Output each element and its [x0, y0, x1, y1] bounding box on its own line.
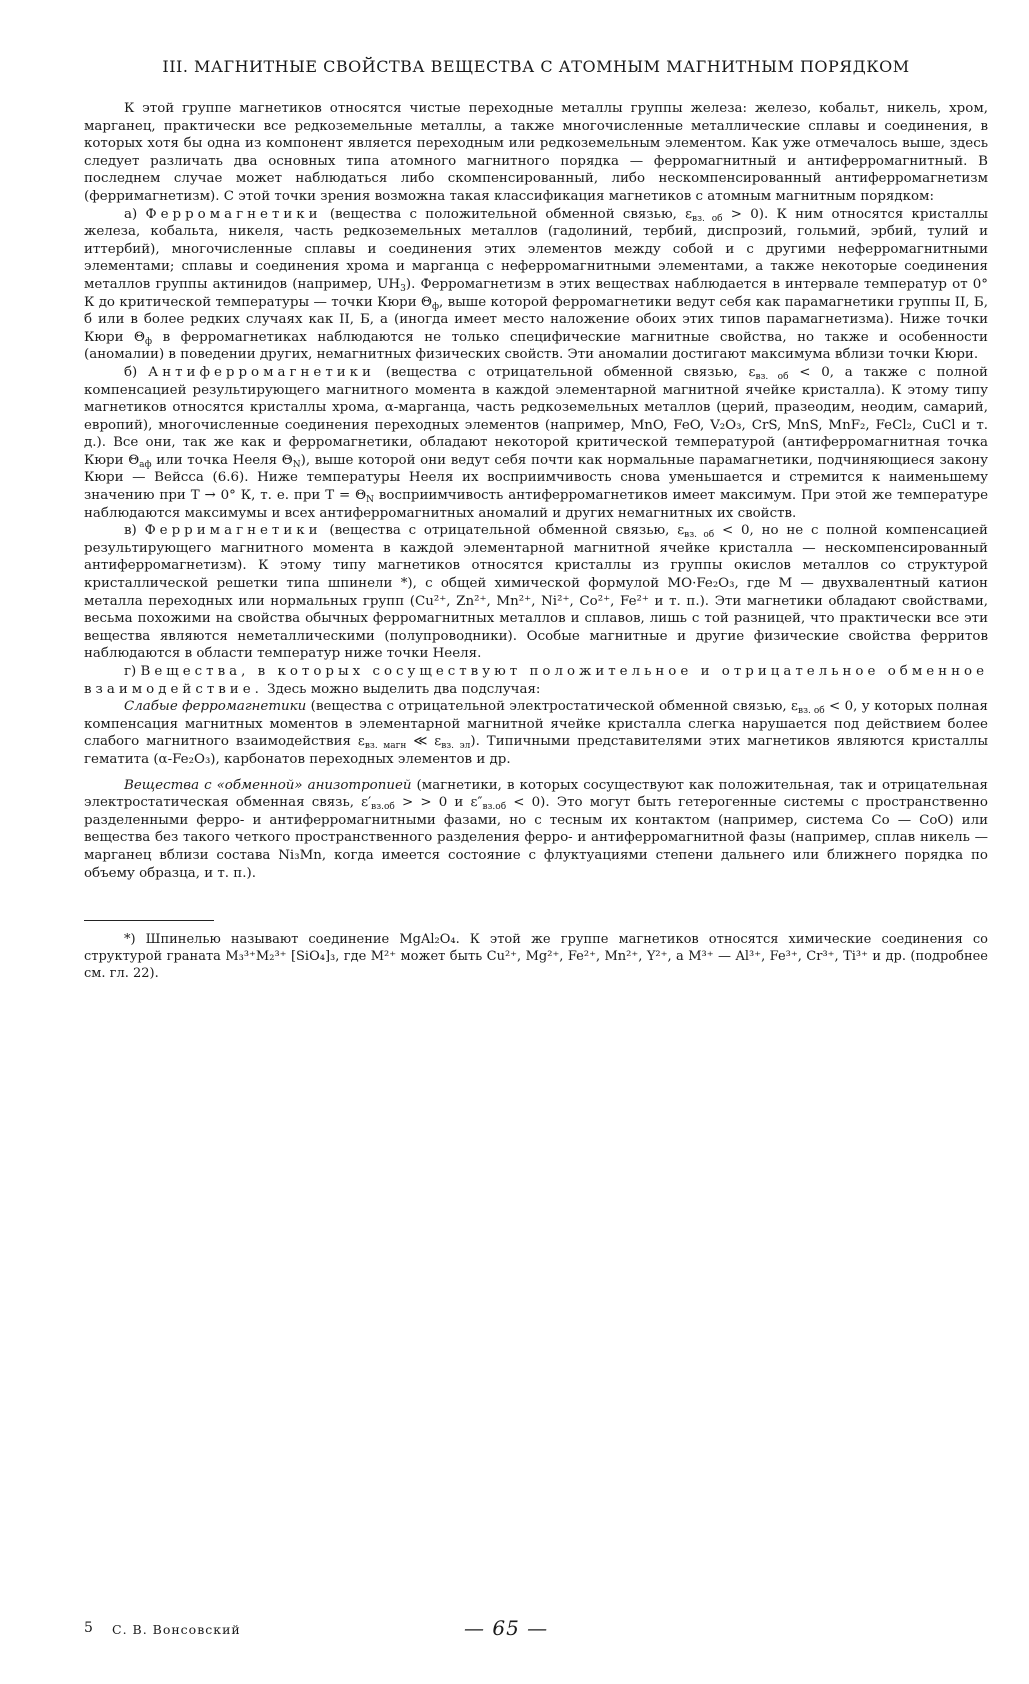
paragraph-antiferromagnets: [84, 364, 988, 522]
paragraph-mixed-exchange: [84, 663, 988, 698]
subscript: вз. эл: [441, 741, 471, 752]
text-fragment: (вещества с отрицательной обменной связью, ε: [329, 523, 685, 539]
term-ferromagnets: Ферромагнетики: [145, 206, 322, 222]
paragraph-ferrimagnets: [84, 522, 988, 663]
text-fragment: < 0, у которых полная компенсация магнитных моментов в элементарной магнитной ячейке кристалла слегка нарушается под действием более слабого магнитного взаимодействия ε: [84, 699, 988, 750]
footnote: *) Шпинелью называют соединение MgAl₂O₄. К этой же группе магнетиков относятся химические соединения со структурой граната M₃³⁺M₂³⁺ [SiO₄]₃, где M²⁺ может быть Cu²⁺, Mg²⁺, Fe²⁺, Mn²⁺, Y²⁺, а M³⁺ — Al³⁺, Fe³⁺, Cr³⁺, Ti³⁺ и др. (подробнее см. гл. 22).: [84, 932, 988, 982]
page-number: — 65 —: [464, 1616, 549, 1640]
subscript: вз. об: [692, 213, 723, 224]
chapter-title: III. МАГНИТНЫЕ СВОЙСТВА ВЕЩЕСТВА С АТОМНЫМ МАГНИТНЫМ ПОРЯДКОМ: [162, 57, 910, 76]
term-exchange-anisotropy: Вещества с «обменной» анизотропией: [124, 777, 412, 793]
subscript: N: [366, 495, 374, 506]
term-antiferromagnets: Антиферромагнетики: [148, 364, 375, 380]
subscript: ф: [431, 301, 440, 312]
text-fragment: > > 0 и ε″: [394, 795, 483, 811]
subscript: ф: [145, 336, 153, 347]
subscript: вз.об: [482, 802, 507, 813]
text-fragment: (вещества с отрицательной электростатической обменной связью, ε: [306, 699, 798, 715]
text-fragment: < 0, но не с полной компенсацией результирующего магнитного момента в каждой элементарной магнитной ячейке кристалла — нескомпенсированный антиферромагнетизм). К этому типу магнетиков относятся кристаллы из группы окислов металлов со структурой кристаллической решетки типа шпинели *), с общей химической формулой MO·Fe₂O₃, где M — двухвалентный катион металла переходных или нормальных групп (Cu²⁺, Zn²⁺, Mn²⁺, Ni²⁺, Co²⁺, Fe²⁺ и т. п.). Эти магнетики обладают свойствами, весьма похожими на свойства обычных ферромагнитных металлов и сплавов, лишь с той разницей, что практически все эти вещества являются неметаллическими (полупроводники). Особые магнитные и другие физические свойства ферритов наблюдаются в области температур ниже точки Нееля.: [84, 523, 988, 662]
footnote-divider: [84, 920, 214, 921]
paragraph-ferromagnets: [84, 206, 988, 364]
text-fragment: > 0). К ним относятся кристаллы железа, кобальта, никеля, часть редкоземельных металлов (гадолиний, тербий, диспрозий, гольмий, эрбий, тулий и иттербий), многочисленные сплавы и соединения этих элементов между собой и с другими неферромагнитными элементами; сплавы и соединения хрома и марганца с неферромагнитными элементами, а также некоторые соединения металлов группы актинидов (например, UH: [84, 206, 988, 292]
text-fragment: (вещества с отрицательной обменной связью, ε: [385, 364, 756, 380]
paragraph-weak-ferromagnets: [84, 698, 988, 768]
text-fragment: , выше которой ферромагнетики ведут себя как парамагнетики группы II, Б, б или в более редких случаях как II, Б, а (иногда имеет место наложение обоих этих типов парамагнетизма). Ниже точки Кюри Θ: [84, 294, 988, 345]
item-label: а): [124, 206, 138, 222]
item-label: г): [124, 664, 137, 679]
text-fragment: или точка Нееля Θ: [151, 452, 293, 468]
text-fragment: в ферромагнетиках наблюдаются не только специфические магнитные свойства, но также и особенности (аномалии) в поведении других, немагнитных физических свойств. Эти аномалии достигают максимума вблизи точки Кюри.: [84, 329, 988, 363]
intro-paragraph: К этой группе магнетиков относятся чистые переходные металлы группы железа: железо, кобальт, никель, хром, марганец, практически все редкоземельные металлы, а также многочисленные металлические сплавы и соединения, в которых хотя бы одна из компонент является переходным или редкоземельным элементом. Как уже отмечалось выше, здесь следует различать два основных типа атомного магнитного порядка — ферромагнитный и антиферромагнитный. В последнем случае может наблюдаться либо скомпенсированный, либо нескомпенсированный антиферромагнетизм (ферримагнетизм). С этой точки зрения возможна такая классификация магнетиков с атомным магнитным порядком:: [84, 101, 988, 204]
item-label: в): [124, 523, 137, 539]
subscript: вз. об: [684, 530, 715, 541]
subscript: вз. об: [755, 371, 789, 382]
term-ferrimagnets: Ферримагнетики: [144, 523, 322, 539]
text-fragment: ). Типичными представителями этих магнетиков являются кристаллы гематита (α-Fe₂O₃), карбонатов переходных элементов и др.: [84, 734, 989, 767]
page-footer: [84, 1616, 988, 1644]
text-fragment: (вещества с положительной обменной связью, ε: [329, 206, 693, 222]
spacer: [84, 769, 988, 777]
term-mixed-exchange: Вещества, в которых сосуществуют положительное и отрицательное обменное взаимодействие.: [84, 664, 988, 697]
page: [84, 44, 988, 1654]
body-text: [84, 100, 988, 882]
signature-author: С. В. Вонсовский: [112, 1622, 241, 1637]
subscript: аф: [139, 459, 152, 470]
text-fragment: Здесь можно выделить два подслучая:: [262, 681, 541, 697]
signature-number: 5: [84, 1620, 93, 1636]
subscript: вз. об: [798, 706, 825, 717]
subscript: 3: [400, 283, 406, 294]
subscript: вз.об: [371, 802, 395, 813]
text-fragment: ), выше которой они ведут себя почти как нормальные парамагнетики, подчиняющиеся закону Кюри — Вейсса (6.6). Ниже температуры Нееля их восприимчивость снова уменьшается и стремится к наименьшему значению при T → 0° К, т. е. при T = Θ: [84, 452, 988, 504]
text-fragment: ). Ферромагнетизм в этих веществах наблюдается в интервале температур от 0° К до критической температуры — точки Кюри Θ: [84, 276, 988, 310]
text-fragment: (магнетики, в которых сосуществуют как положительная, так и отрицательная электростатическая обменная связь, ε′: [84, 777, 988, 811]
subscript: N: [292, 459, 301, 470]
text-fragment: восприимчивость антиферромагнетиков имеет максимум. При этой же температуре наблюдаются максимумы и всех антиферромагнитных аномалий и других немагнитных их свойств.: [84, 488, 988, 521]
text-fragment: < 0, а также с полной компенсацией результирующего магнитного момента в каждой элементарной магнитной ячейке кристалла). К этому типу магнетиков относятся кристаллы хрома, α-марганца, часть редкоземельных металлов (церий, празеодим, неодим, самарий, европий), многочисленные соединения переходных элементов (например, MnO, FeO, V₂O₃, CrS, MnS, MnF₂, FeCl₂, CuCl и т. д.). Все они, так же как и ферромагнетики, обладают некоторой критической температурой (антиферромагнитная точка Кюри Θ: [84, 364, 988, 468]
text-fragment: < 0). Это могут быть гетерогенные системы с пространственно разделенными ферро- и антиферромагнитными фазами, но с тесным их контактом (например, система Co — CoO) или вещества без такого четкого пространственного разделения ферро- и антиферромагнитной фазы (например, сплав никель — марганец вблизи состава Ni₃Mn, когда имеется состояние с флуктуациями степени дальнего или ближнего порядка по объему образца, и т. п.).: [84, 795, 988, 881]
term-weak-ferromagnets: Слабые ферромагнетики: [124, 699, 307, 715]
subscript: вз. магн: [364, 741, 407, 752]
item-label: б): [124, 364, 138, 380]
text-fragment: ≪ ε: [406, 734, 442, 750]
paragraph-exchange-anisotropy: [84, 777, 988, 883]
